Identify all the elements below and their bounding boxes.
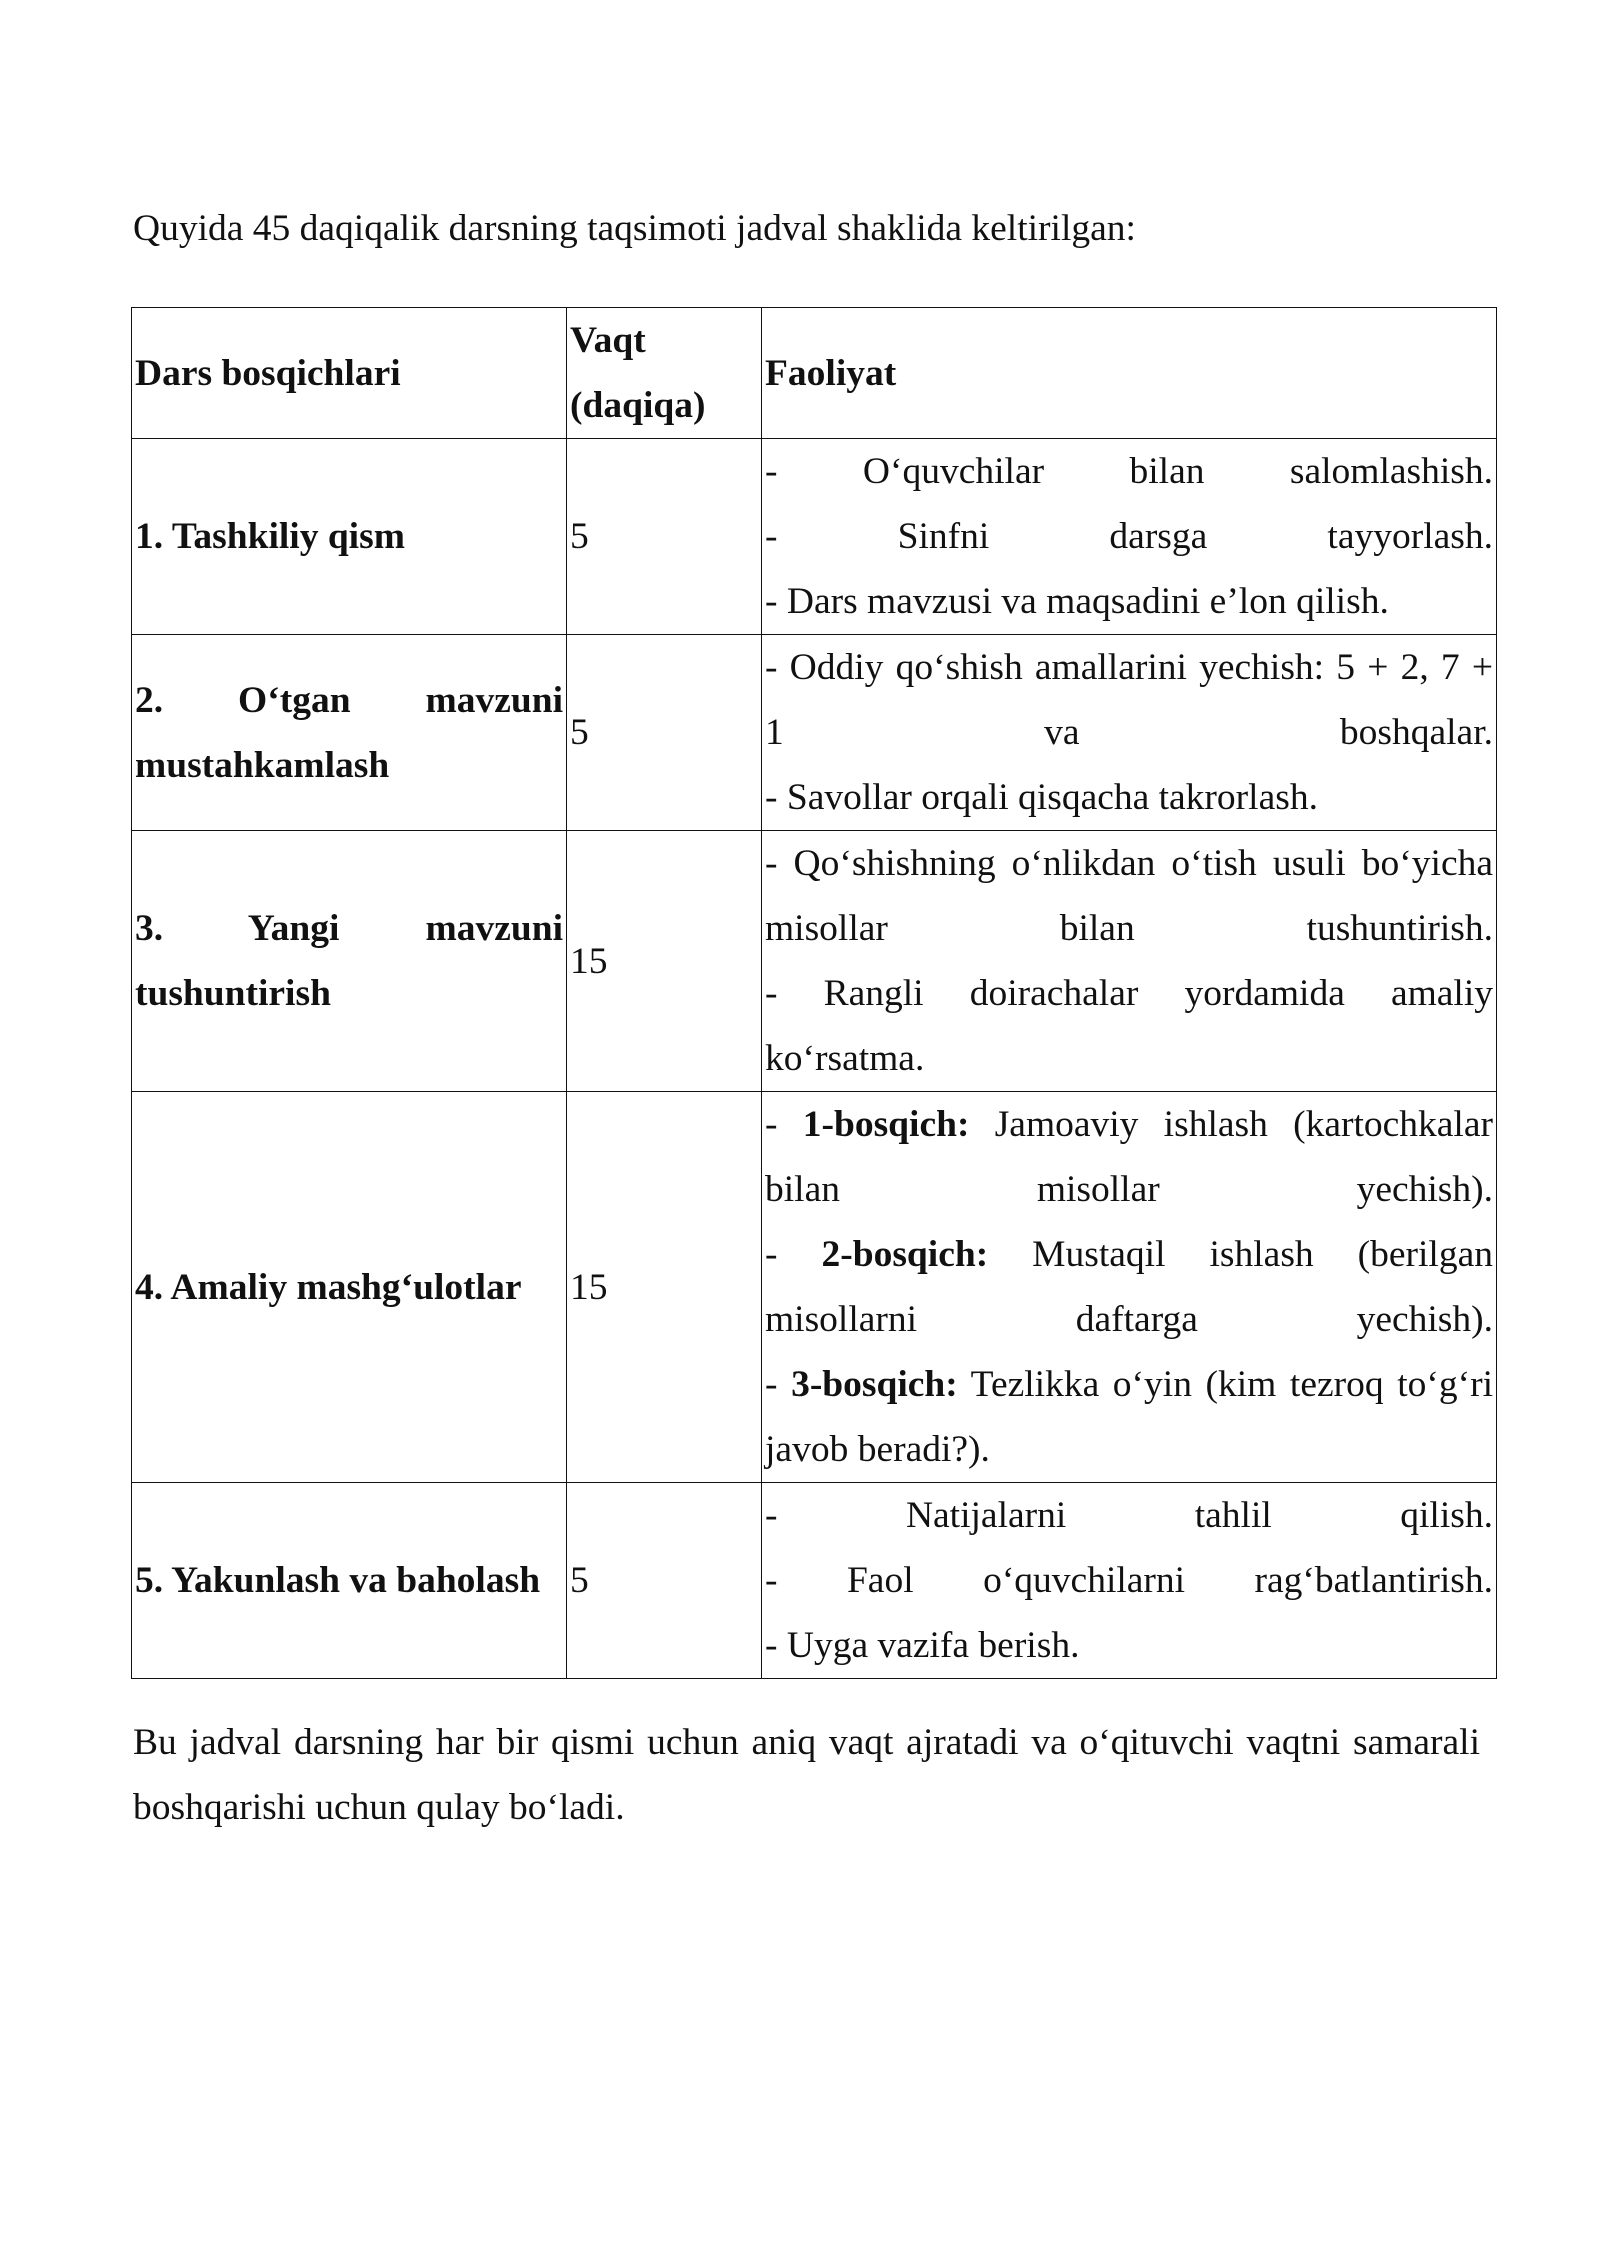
minutes-cell: [567, 635, 762, 831]
minutes-cell: [567, 1092, 762, 1483]
header-cell-activity: [762, 308, 1497, 439]
activity-line: - Savollar orqali qisqacha takrorlash.: [765, 777, 1318, 818]
conclusion-line: Bu jadval darsning har bir qismi uchun aniq vaqt ajratadi va o‘qituvchi vaqtni samarali: [133, 1722, 1480, 1763]
text-segment: Jamoaviy ishlash (kartochkalar: [969, 1104, 1493, 1145]
header-cell-time: [567, 308, 762, 439]
table-row: [132, 439, 1497, 635]
activity-cell: [762, 439, 1497, 635]
minutes-value: 15: [570, 1266, 608, 1308]
activity-line: - O‘quvchilar bilan salomlashish.: [765, 451, 1493, 492]
stage-line: 1. Tashkiliy qism: [135, 516, 405, 557]
table-header-row: [132, 308, 1497, 439]
activity-line: 1 va boshqalar.: [765, 712, 1493, 753]
text-segment: -: [765, 1364, 792, 1405]
stage-line: 5. Yakunlash va baholash: [135, 1560, 541, 1601]
header-label: Faoliyat: [765, 352, 897, 394]
table-body: [132, 308, 1497, 1679]
table-row: [132, 1092, 1497, 1483]
minutes-cell: [567, 1483, 762, 1679]
header-label: (daqiqa): [570, 385, 706, 426]
table-row: [132, 635, 1497, 831]
stage-cell: [132, 1092, 567, 1483]
step-label: 3-bosqich:: [791, 1364, 958, 1405]
activity-cell: [762, 831, 1497, 1092]
activity-line: [765, 1352, 1493, 1417]
activity-line: - Rangli doirachalar yordamida amaliy: [765, 973, 1493, 1014]
activity-line: - Oddiy qo‘shish amallarini yechish: 5 + 2, 7 +: [765, 647, 1493, 688]
activity-line: - Sinfni darsga tayyorlash.: [765, 516, 1493, 557]
conclusion-paragraph: [133, 1710, 1480, 1840]
text-segment: Mustaqil ishlash (berilgan: [988, 1234, 1493, 1275]
activity-line: bilan misollar yechish).: [765, 1169, 1493, 1210]
activity-line: ko‘rsatma.: [765, 1038, 925, 1079]
stage-line: 4. Amaliy mashg‘ulotlar: [135, 1266, 522, 1308]
minutes-value: 5: [570, 516, 589, 557]
header-label: Dars bosqichlari: [135, 352, 401, 394]
activity-line: - Uyga vazifa berish.: [765, 1625, 1080, 1666]
activity-line: [765, 1092, 1493, 1157]
minutes-value: 5: [570, 1560, 589, 1601]
activity-line: - Natijalarni tahlil qilish.: [765, 1495, 1493, 1536]
text-segment: -: [765, 1234, 822, 1275]
stage-line: tushuntirish: [135, 973, 331, 1014]
text-segment: Tezlikka o‘yin (kim tezroq to‘g‘ri: [957, 1364, 1493, 1405]
stage-line: 3. Yangi mavzuni: [135, 908, 563, 949]
conclusion-line: boshqarishi uchun qulay bo‘ladi.: [133, 1787, 625, 1828]
stage-cell: [132, 831, 567, 1092]
activity-cell: [762, 1483, 1497, 1679]
activity-line: javob beradi?).: [765, 1429, 990, 1470]
table-row: [132, 1483, 1497, 1679]
activity-line: misollar bilan tushuntirish.: [765, 908, 1493, 949]
activity-line: [765, 1222, 1493, 1287]
intro-text: Quyida 45 daqiqalik darsning taqsimoti jadval shaklida keltirilgan:: [133, 208, 1136, 249]
activity-line: misollarni daftarga yechish).: [765, 1299, 1493, 1340]
stage-line: mustahkamlash: [135, 744, 390, 786]
stage-cell: [132, 1483, 567, 1679]
activity-line: - Qo‘shishning o‘nlikdan o‘tish usuli bo‘yicha: [765, 843, 1493, 884]
stage-cell: [132, 439, 567, 635]
stage-line: 2. O‘tgan mavzuni: [135, 679, 563, 721]
step-label: 2-bosqich:: [821, 1234, 989, 1275]
lesson-plan-table: [131, 307, 1497, 1679]
text-segment: -: [765, 1104, 803, 1145]
activity-cell: [762, 635, 1497, 831]
header-label: Vaqt: [570, 320, 646, 361]
step-label: 1-bosqich:: [802, 1104, 970, 1145]
activity-cell: [762, 1092, 1497, 1483]
header-cell-stages: [132, 308, 567, 439]
minutes-value: 5: [570, 712, 589, 753]
stage-cell: [132, 635, 567, 831]
activity-line: - Dars mavzusi va maqsadini e’lon qilish.: [765, 581, 1389, 622]
table-row: [132, 831, 1497, 1092]
minutes-cell: [567, 439, 762, 635]
minutes-value: 15: [570, 940, 608, 982]
minutes-cell: [567, 831, 762, 1092]
activity-line: - Faol o‘quvchilarni rag‘batlantirish.: [765, 1560, 1493, 1601]
